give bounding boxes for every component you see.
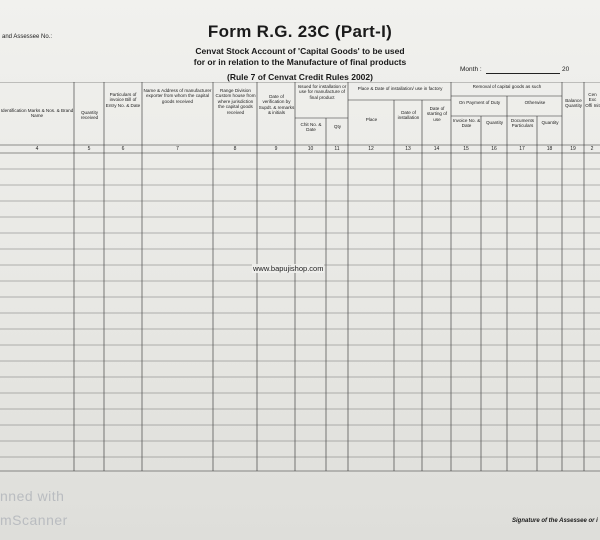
column-number: 6 bbox=[121, 146, 125, 152]
column-number: 14 bbox=[433, 146, 440, 152]
header-invoice-no-date: Invoice No. & Date bbox=[452, 118, 481, 129]
column-number: 17 bbox=[519, 146, 525, 152]
header-on-payment-duty: On Payment of Duty bbox=[458, 100, 501, 105]
column-number: 10 bbox=[307, 146, 314, 152]
year-prefix: 20 bbox=[562, 66, 570, 73]
header-quantity-1: Quantity bbox=[485, 120, 504, 125]
header-documents-particulars: Documents Particulars bbox=[510, 118, 535, 129]
website-watermark: www.bapujishop.com bbox=[253, 264, 324, 273]
form-title: Form R.G. 23C (Part-I) bbox=[207, 22, 393, 41]
column-number: 5 bbox=[87, 146, 91, 152]
column-number: 18 bbox=[546, 146, 553, 152]
header-place-date-installation: Place & Date of installation/ use in factory bbox=[357, 86, 443, 91]
header-issued-installation: Issued for installation or use for manufacture of final product bbox=[297, 84, 347, 100]
header-qty: Qty bbox=[333, 124, 342, 129]
header-quantity-received: Quantity received bbox=[80, 110, 99, 121]
form-subtitle-1: Cenvat Stock Account of 'Capital Goods' to be used bbox=[195, 46, 405, 56]
column-number: 11 bbox=[334, 146, 340, 152]
form-subtitle-3: (Rule 7 of Cenvat Credit Rules 2002) bbox=[227, 72, 373, 82]
header-place: Place bbox=[365, 117, 378, 122]
header-removal-capital-goods: Removal of capital goods as such bbox=[472, 84, 542, 89]
header-identification: Identification Marks & Nos. & Brand Name bbox=[0, 108, 74, 119]
column-number: 15 bbox=[463, 146, 469, 152]
header-otherwise: Otherwise bbox=[524, 100, 546, 105]
header-name-address: Name & Address of manufacturer exporter from whom the capital goods received bbox=[143, 88, 212, 104]
header-cen-exc-officer: Cen Exc Offi Init bbox=[585, 92, 600, 108]
assessee-label: and Assessee No.: bbox=[2, 34, 53, 40]
header-date-of-installation: Date of installation bbox=[397, 110, 420, 121]
header-range-division: Range Division Custom house from where jurisdiction the capital goods received bbox=[215, 88, 256, 115]
month-label: Month : bbox=[460, 66, 482, 73]
header-quantity-2: Quantity bbox=[541, 120, 559, 125]
column-number: 2 bbox=[590, 146, 594, 152]
signature-label: Signature of the Assessee or i bbox=[512, 518, 598, 524]
header-balance-quantity: Balance Quantity bbox=[564, 98, 583, 109]
stock-table-grid bbox=[0, 82, 600, 482]
column-number: 13 bbox=[405, 146, 411, 152]
column-number: 12 bbox=[368, 146, 374, 152]
column-number: 19 bbox=[570, 146, 576, 152]
header-date-verification: Date of verification by Supdt. & remarks & initials bbox=[258, 94, 295, 116]
column-number: 7 bbox=[176, 146, 179, 152]
header-date-starting-use: Date of starting of use bbox=[426, 106, 448, 122]
form-subtitle-2: for or in relation to the Manufacture of final products bbox=[193, 57, 407, 67]
column-number: 8 bbox=[233, 146, 237, 152]
column-number: 4 bbox=[35, 146, 39, 152]
month-input-line[interactable] bbox=[486, 73, 560, 74]
header-chit-no-date: Chit No. & Date bbox=[300, 122, 322, 133]
header-particulars-invoice: Particulars of invoice Bill of Entry No. & Date bbox=[105, 92, 141, 108]
scanner-watermark-line-1: nned with bbox=[0, 488, 65, 504]
column-number: 16 bbox=[491, 146, 497, 152]
scanner-watermark-line-2: mScanner bbox=[0, 512, 68, 528]
column-number: 9 bbox=[274, 146, 278, 152]
